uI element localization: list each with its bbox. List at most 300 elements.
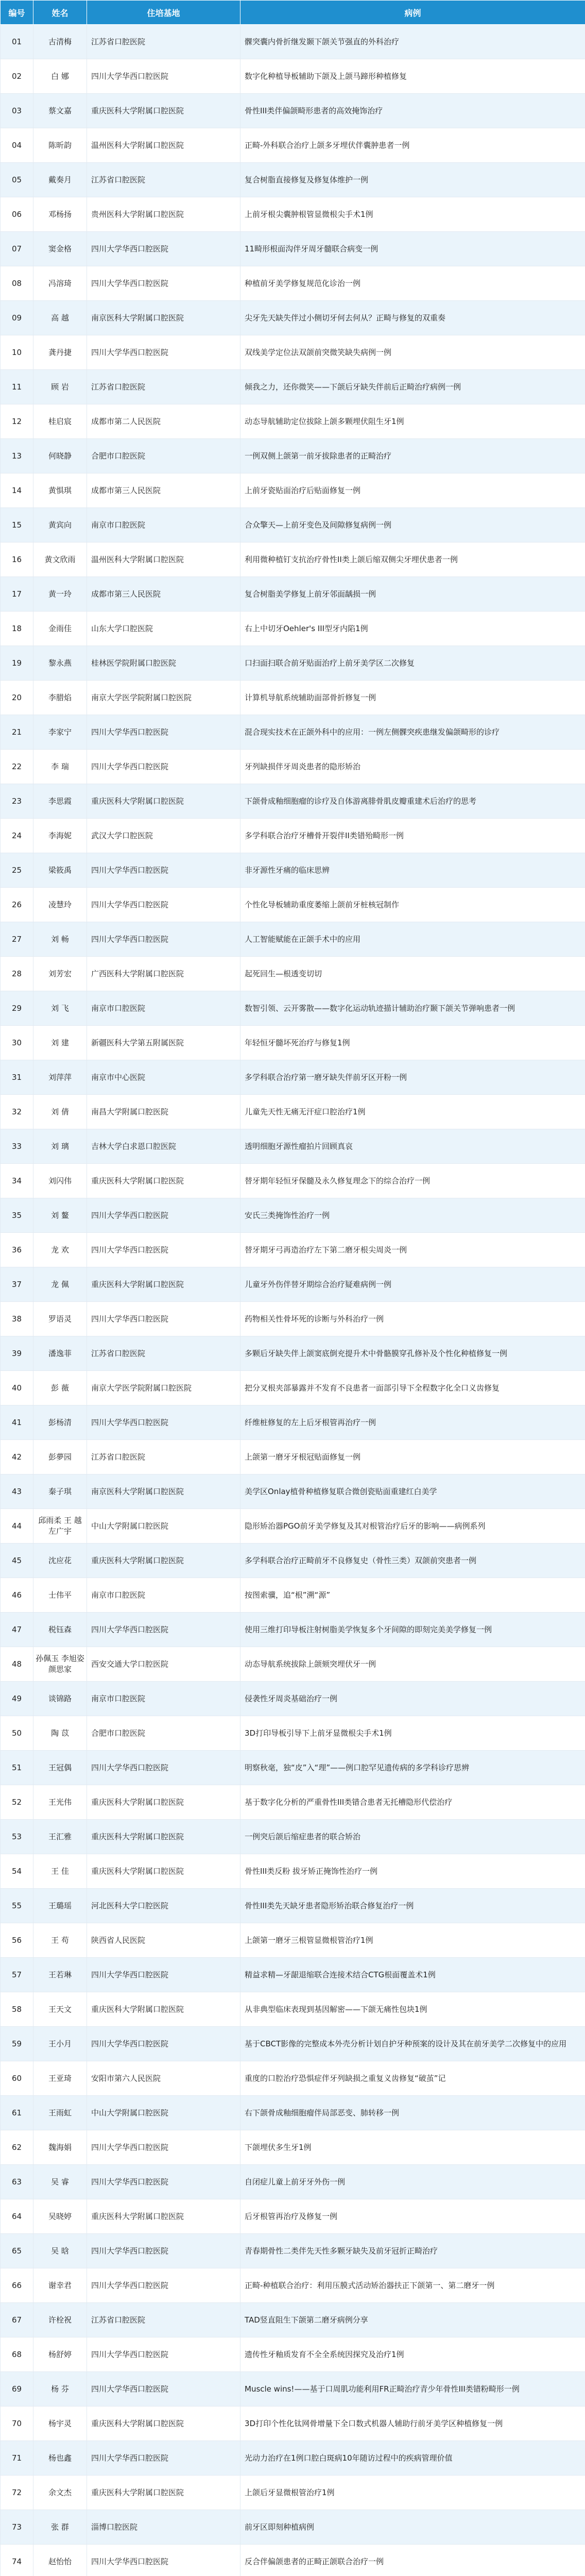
- institution-name: 四川大学华西口腔医院: [87, 1958, 240, 1992]
- participant-name: 黄一玲: [33, 577, 87, 612]
- participant-name: 王小月: [33, 2027, 87, 2061]
- institution-name: 重庆医科大学附属口腔医院: [87, 1164, 240, 1198]
- participant-name: 高 越: [33, 301, 87, 335]
- row-number: 14: [1, 473, 33, 508]
- institution-name: 南京市口腔医院: [87, 508, 240, 543]
- case-title: 动态导航系统拔除上颌颏突埋伏牙一例: [240, 1647, 585, 1682]
- row-number: 73: [1, 2510, 33, 2545]
- table-row: [1, 612, 585, 646]
- participant-name: 刘 鳌: [33, 1198, 87, 1233]
- case-title: 复合树脂美学修复上前牙邻面龋损一例: [240, 577, 585, 612]
- participant-name: 黄文欣雨: [33, 543, 87, 577]
- case-title: 美学区Onlay植骨种植修复联合微创瓷贴面重建红白美学: [240, 1475, 585, 1509]
- row-number: 12: [1, 404, 33, 439]
- institution-name: 四川大学华西口腔医院: [87, 1613, 240, 1647]
- table-row: [1, 1440, 585, 1475]
- row-number: 26: [1, 888, 33, 922]
- case-title: 右下颌骨成釉细胞瘤伴局部恶变、肺转移一例: [240, 2096, 585, 2130]
- table-row: [1, 543, 585, 577]
- institution-name: 重庆医科大学附属口腔医院: [87, 2406, 240, 2441]
- row-number: 62: [1, 2130, 33, 2165]
- case-title: 数字化种植导板辅助下颌及上颌马蹄形种植修复: [240, 59, 585, 94]
- case-title: 骨性III类伴偏颌畸形患者的高效掩饰治疗: [240, 94, 585, 128]
- case-title: 重度的口腔治疗恐惧症伴牙列缺损之重复义齿修复“破茧”记: [240, 2061, 585, 2096]
- row-number: 19: [1, 646, 33, 681]
- participant-name: 杨宇灵: [33, 2406, 87, 2441]
- table-row: [1, 2165, 585, 2199]
- case-title: 起死回生—根透变切切: [240, 957, 585, 991]
- case-title: 下颌骨成釉细胞瘤的诊疗及自体游离腓骨肌皮瓣重建术后治疗的思考: [240, 784, 585, 819]
- participant-name: 顾 岩: [33, 370, 87, 404]
- participant-name: 刘 倩: [33, 1095, 87, 1129]
- participant-name: 彭夢园: [33, 1440, 87, 1475]
- participant-name: 古清梅: [33, 25, 87, 59]
- row-number: 04: [1, 128, 33, 163]
- case-title: 上前牙瓷贴面治疗后贴面修复一例: [240, 473, 585, 508]
- row-number: 50: [1, 1716, 33, 1751]
- case-title: 下颌埋伏多生牙1例: [240, 2130, 585, 2165]
- institution-name: 江苏省口腔医院: [87, 2303, 240, 2337]
- institution-name: 南京市中心医院: [87, 1060, 240, 1095]
- table-row: [1, 404, 585, 439]
- row-number: 11: [1, 370, 33, 404]
- institution-name: 桂林医学院附属口腔医院: [87, 646, 240, 681]
- participant-name: 王亚琦: [33, 2061, 87, 2096]
- participant-name: 李家宁: [33, 715, 87, 750]
- row-number: 41: [1, 1405, 33, 1440]
- institution-name: 四川大学华西口腔医院: [87, 750, 240, 784]
- row-number: 20: [1, 681, 33, 715]
- row-number: 39: [1, 1336, 33, 1371]
- table-row: [1, 370, 585, 404]
- header-name: 姓名: [33, 1, 87, 25]
- institution-name: 四川大学华西口腔医院: [87, 922, 240, 957]
- institution-name: 重庆医科大学附属口腔医院: [87, 1992, 240, 2027]
- case-title: 把分叉根夹部暴露并不发育不良患者一面部引导下全程数字化全口义齿修复: [240, 1371, 585, 1405]
- institution-name: 中山大学附属口腔医院: [87, 2096, 240, 2130]
- row-number: 06: [1, 197, 33, 232]
- participant-name: 戴奏月: [33, 163, 87, 197]
- row-number: 23: [1, 784, 33, 819]
- participant-name: 赵怡怡: [33, 2545, 87, 2576]
- header-number: 编号: [1, 1, 33, 25]
- case-title: 口扫面扫联合前牙贴面治疗上前牙美学区二次修复: [240, 646, 585, 681]
- row-number: 46: [1, 1578, 33, 1613]
- institution-name: 四川大学华西口腔医院: [87, 2027, 240, 2061]
- institution-name: 重庆医科大学附属口腔医院: [87, 1267, 240, 1302]
- table-row: [1, 1336, 585, 1371]
- table-row: [1, 1751, 585, 1785]
- institution-name: 贵州医科大学附属口腔医院: [87, 197, 240, 232]
- row-number: 69: [1, 2372, 33, 2406]
- participant-name: 陈昕韵: [33, 128, 87, 163]
- table-row: [1, 2199, 585, 2234]
- case-title: 11畸形根面沟伴牙周牙髓联合病变一例: [240, 232, 585, 266]
- row-number: 09: [1, 301, 33, 335]
- table-row: [1, 1475, 585, 1509]
- participant-name: 税钰森: [33, 1613, 87, 1647]
- row-number: 68: [1, 2337, 33, 2372]
- participant-name: 邓杨扬: [33, 197, 87, 232]
- row-number: 28: [1, 957, 33, 991]
- table-row: [1, 1923, 585, 1958]
- row-number: 47: [1, 1613, 33, 1647]
- table-row: [1, 94, 585, 128]
- table-row: [1, 750, 585, 784]
- institution-name: 成都市第三人民医院: [87, 577, 240, 612]
- row-number: 44: [1, 1509, 33, 1544]
- row-number: 42: [1, 1440, 33, 1475]
- row-number: 33: [1, 1129, 33, 1164]
- institution-name: 江苏省口腔医院: [87, 1440, 240, 1475]
- institution-name: 四川大学华西口腔医院: [87, 1233, 240, 1267]
- table-row: [1, 1854, 585, 1889]
- institution-name: 淄博口腔医院: [87, 2510, 240, 2545]
- row-number: 51: [1, 1751, 33, 1785]
- table-row: [1, 1233, 585, 1267]
- participant-name: 白 娜: [33, 59, 87, 94]
- institution-name: 重庆医科大学附属口腔医院: [87, 784, 240, 819]
- case-title: 多学科联合治疗牙槽骨开裂伴II类错殆畸形一例: [240, 819, 585, 853]
- participant-name: 刘 飞: [33, 991, 87, 1026]
- institution-name: 吉林大学白求恩口腔医院: [87, 1129, 240, 1164]
- institution-name: 山东大学口腔医院: [87, 612, 240, 646]
- case-title: 一例突后颌后缩症患者的联合矫治: [240, 1820, 585, 1854]
- row-number: 29: [1, 991, 33, 1026]
- participant-name: 李思霞: [33, 784, 87, 819]
- table-row: [1, 1647, 585, 1682]
- case-title: 侵袭性牙周炎基础治疗一例: [240, 1682, 585, 1716]
- table-row: [1, 335, 585, 370]
- participant-name: 罗语灵: [33, 1302, 87, 1336]
- table-row: [1, 1682, 585, 1716]
- table-row: [1, 1820, 585, 1854]
- participant-name: 龙 佩: [33, 1267, 87, 1302]
- institution-name: 四川大学华西口腔医院: [87, 853, 240, 888]
- table-row: [1, 232, 585, 266]
- participant-name: 刘萍萍: [33, 1060, 87, 1095]
- row-number: 67: [1, 2303, 33, 2337]
- table-row: [1, 197, 585, 232]
- row-number: 03: [1, 94, 33, 128]
- participant-name: 王光伟: [33, 1785, 87, 1820]
- participant-name: 刘 建: [33, 1026, 87, 1060]
- institution-name: 温州医科大学附属口腔医院: [87, 128, 240, 163]
- case-title: 隐形矫治器PGO前牙美学修复及其对根管治疗后牙的影响——病例系列: [240, 1509, 585, 1544]
- table-row: [1, 991, 585, 1026]
- participant-name: 黄宾向: [33, 508, 87, 543]
- table-row: [1, 819, 585, 853]
- participant-name: 刘芳宏: [33, 957, 87, 991]
- row-number: 54: [1, 1854, 33, 1889]
- institution-name: 成都市第二人民医院: [87, 404, 240, 439]
- institution-name: 江苏省口腔医院: [87, 25, 240, 59]
- institution-name: 四川大学华西口腔医院: [87, 1198, 240, 1233]
- table-row: [1, 577, 585, 612]
- table-row: [1, 2441, 585, 2476]
- case-title: 从非典型临床表现到基因解密——下颌无痛性包块1例: [240, 1992, 585, 2027]
- participant-name: 黎永燕: [33, 646, 87, 681]
- institution-name: 四川大学华西口腔医院: [87, 266, 240, 301]
- case-title: 儿童先天性无痛无汗症口腔治疗1例: [240, 1095, 585, 1129]
- institution-name: 合肥市口腔医院: [87, 1716, 240, 1751]
- case-title: 替牙期年轻恒牙保髓及永久修复理念下的综合治疗一例: [240, 1164, 585, 1198]
- participant-name: 杨 芬: [33, 2372, 87, 2406]
- participant-name: 王璐瑶: [33, 1889, 87, 1923]
- participant-name: 王若琳: [33, 1958, 87, 1992]
- case-title: 光动力治疗在1例口腔白斑病10年随访过程中的疾病管理价值: [240, 2441, 585, 2476]
- case-title: 骨性III类先天缺牙患者隐形矫治联合修复治疗一例: [240, 1889, 585, 1923]
- row-number: 49: [1, 1682, 33, 1716]
- institution-name: 四川大学华西口腔医院: [87, 2372, 240, 2406]
- participant-name: 吴 睿: [33, 2165, 87, 2199]
- participant-name: 李 瑞: [33, 750, 87, 784]
- institution-name: 南京大学医学院附属口腔医院: [87, 681, 240, 715]
- institution-name: 江苏省口腔医院: [87, 370, 240, 404]
- table-row: [1, 1992, 585, 2027]
- row-number: 15: [1, 508, 33, 543]
- table-header: [1, 1, 585, 25]
- row-number: 52: [1, 1785, 33, 1820]
- case-title: 上颌第一磨牙牙根冠贴面修复一例: [240, 1440, 585, 1475]
- row-number: 02: [1, 59, 33, 94]
- case-title: TAD竖直阻生下颌第二磨牙病例分享: [240, 2303, 585, 2337]
- case-title: 多学科联合治疗正畸前牙不良修复史（骨性三类）双颌前突患者一例: [240, 1544, 585, 1578]
- table-row: [1, 2476, 585, 2510]
- table-row: [1, 1302, 585, 1336]
- row-number: 48: [1, 1647, 33, 1682]
- table-row: [1, 853, 585, 888]
- institution-name: 四川大学华西口腔医院: [87, 59, 240, 94]
- institution-name: 四川大学华西口腔医院: [87, 715, 240, 750]
- table-row: [1, 439, 585, 473]
- table-row: [1, 922, 585, 957]
- table-row: [1, 646, 585, 681]
- participant-name: 窦金格: [33, 232, 87, 266]
- row-number: 08: [1, 266, 33, 301]
- case-title: 牙列缺损伴牙周炎患者的隐形矫治: [240, 750, 585, 784]
- institution-name: 四川大学华西口腔医院: [87, 2130, 240, 2165]
- case-title: 明察秋毫，独“皮”入“理”——例口腔罕见遗传病的多学科诊疗思辨: [240, 1751, 585, 1785]
- table-row: [1, 2303, 585, 2337]
- case-title: 多颗后牙缺失伴上颌窦底倒充提升术中骨骼膜穿孔修补及个性化种植修复一例: [240, 1336, 585, 1371]
- table-row: [1, 2545, 585, 2576]
- table-row: [1, 957, 585, 991]
- participant-name: 冯溶琦: [33, 266, 87, 301]
- participant-name: 余文杰: [33, 2476, 87, 2510]
- case-title: 替牙期牙弓再造治疗左下第二磨牙根尖周炎一例: [240, 1233, 585, 1267]
- row-number: 34: [1, 1164, 33, 1198]
- institution-name: 重庆医科大学附属口腔医院: [87, 2476, 240, 2510]
- table-row: [1, 888, 585, 922]
- table-row: [1, 2337, 585, 2372]
- row-number: 07: [1, 232, 33, 266]
- institution-name: 合肥市口腔医院: [87, 439, 240, 473]
- case-title: 正畸-外科联合治疗上颌多牙埋伏伴囊肿患者一例: [240, 128, 585, 163]
- participant-name: 潘逸菲: [33, 1336, 87, 1371]
- row-number: 22: [1, 750, 33, 784]
- table-row: [1, 59, 585, 94]
- case-title: 3D打印导板引导下上前牙显微根尖手术1例: [240, 1716, 585, 1751]
- row-number: 74: [1, 2545, 33, 2576]
- table-row: [1, 715, 585, 750]
- case-title: 双线美学定位法双颌前突微笑缺失病例一例: [240, 335, 585, 370]
- institution-name: 重庆医科大学附属口腔医院: [87, 1854, 240, 1889]
- institution-name: 四川大学华西口腔医院: [87, 1302, 240, 1336]
- row-number: 57: [1, 1958, 33, 1992]
- case-title: 反合伴偏颌患者的正畸正颌联合治疗一例: [240, 2545, 585, 2576]
- institution-name: 四川大学华西口腔医院: [87, 232, 240, 266]
- row-number: 38: [1, 1302, 33, 1336]
- case-title: 计算机导航系统辅助面部骨折修复一例: [240, 681, 585, 715]
- table-row: [1, 2510, 585, 2545]
- row-number: 70: [1, 2406, 33, 2441]
- row-number: 72: [1, 2476, 33, 2510]
- header-case: 病例: [240, 1, 585, 25]
- table-row: [1, 2027, 585, 2061]
- row-number: 13: [1, 439, 33, 473]
- row-number: 10: [1, 335, 33, 370]
- institution-name: 温州医科大学附属口腔医院: [87, 543, 240, 577]
- row-number: 37: [1, 1267, 33, 1302]
- institution-name: 四川大学华西口腔医院: [87, 1405, 240, 1440]
- row-number: 53: [1, 1820, 33, 1854]
- case-title: 上颌后牙显微根管治疗1例: [240, 2476, 585, 2510]
- table-row: [1, 1060, 585, 1095]
- institution-name: 重庆医科大学附属口腔医院: [87, 1544, 240, 1578]
- participant-name: 彭杨清: [33, 1405, 87, 1440]
- participant-name: 黄惧琪: [33, 473, 87, 508]
- participant-name: 杨舒婷: [33, 2337, 87, 2372]
- case-title: 纤维桩修复的左上后牙根管再治疗一例: [240, 1405, 585, 1440]
- row-number: 16: [1, 543, 33, 577]
- header-row: [1, 1, 585, 25]
- case-title: 精益求精—牙龈退缩联合连接术结合CTG根面覆盖术1例: [240, 1958, 585, 1992]
- table-row: [1, 2061, 585, 2096]
- case-title: 前牙区即刻种植病例: [240, 2510, 585, 2545]
- participant-name: 刘 璃: [33, 1129, 87, 1164]
- institution-name: 中山大学附属口腔医院: [87, 1509, 240, 1544]
- participant-name: 王天文: [33, 1992, 87, 2027]
- participant-name: 李海妮: [33, 819, 87, 853]
- institution-name: 广西医科大学附属口腔医院: [87, 957, 240, 991]
- case-title: 一例双侧上颌第一前牙拔除患者的正畸治疗: [240, 439, 585, 473]
- institution-name: 江苏省口腔医院: [87, 1336, 240, 1371]
- case-title: 后牙根管再治疗及修复一例: [240, 2199, 585, 2234]
- row-number: 21: [1, 715, 33, 750]
- institution-name: 成都市第三人民医院: [87, 473, 240, 508]
- participant-name: 沈应花: [33, 1544, 87, 1578]
- case-title: 骨性III类反粉 拔牙矫正掩饰性治疗一例: [240, 1854, 585, 1889]
- case-title: 右上中切牙Oehler's III型牙内陷1例: [240, 612, 585, 646]
- table-body: [1, 25, 585, 2576]
- institution-name: 西安交通大学口腔医院: [87, 1647, 240, 1682]
- row-number: 27: [1, 922, 33, 957]
- participant-name: 孙佩玉 李旭姿 颜思家: [33, 1647, 87, 1682]
- participant-name: 刘 畅: [33, 922, 87, 957]
- row-number: 63: [1, 2165, 33, 2199]
- table-row: [1, 1716, 585, 1751]
- table-row: [1, 1544, 585, 1578]
- participant-name: 王 苟: [33, 1923, 87, 1958]
- table-row: [1, 2406, 585, 2441]
- participant-name: 龙 欢: [33, 1233, 87, 1267]
- case-title: 混合现实技术在正颌外科中的应用：一例左侧髁突疾患继发偏颌畸形的诊疗: [240, 715, 585, 750]
- case-title: Muscle wins!——基于口周肌功能利用FR正畸治疗青少年骨性III类错粉畸形一例: [240, 2372, 585, 2406]
- participant-name: 许栓祝: [33, 2303, 87, 2337]
- row-number: 59: [1, 2027, 33, 2061]
- institution-name: 南昌大学附属口腔医院: [87, 1095, 240, 1129]
- case-title: 正畸-种植联合治疗：利用压膜式活动矫治器扶正下颌第一、第二磨牙一例: [240, 2268, 585, 2303]
- table-row: [1, 1578, 585, 1613]
- table-row: [1, 1267, 585, 1302]
- table-row: [1, 2268, 585, 2303]
- institution-name: 重庆医科大学附属口腔医院: [87, 94, 240, 128]
- table-row: [1, 2096, 585, 2130]
- case-title: 自闭症儿童上前牙牙外伤一例: [240, 2165, 585, 2199]
- institution-name: 四川大学华西口腔医院: [87, 2165, 240, 2199]
- participant-name: 何晓静: [33, 439, 87, 473]
- row-number: 30: [1, 1026, 33, 1060]
- participant-name: 张 群: [33, 2510, 87, 2545]
- case-title: 非牙源性牙痛的临床思辨: [240, 853, 585, 888]
- participant-name: 彭 薇: [33, 1371, 87, 1405]
- institution-name: 南京市口腔医院: [87, 1682, 240, 1716]
- institution-name: 陕西省人民医院: [87, 1923, 240, 1958]
- table-row: [1, 25, 585, 59]
- participant-name: 吴 晗: [33, 2234, 87, 2268]
- case-title: 动态导航辅助定位拔除上颌多颗埋伏阻生牙1例: [240, 404, 585, 439]
- table-row: [1, 2234, 585, 2268]
- participant-name: 梁筱禹: [33, 853, 87, 888]
- row-number: 36: [1, 1233, 33, 1267]
- case-title: 药物相关性骨坏死的诊断与外科治疗一例: [240, 1302, 585, 1336]
- table-row: [1, 2372, 585, 2406]
- participant-name: 谈锦路: [33, 1682, 87, 1716]
- table-row: [1, 1509, 585, 1544]
- participant-name: 邱雨柔 王 越 左广宇: [33, 1509, 87, 1544]
- row-number: 40: [1, 1371, 33, 1405]
- table-row: [1, 784, 585, 819]
- participant-name: 陶 苡: [33, 1716, 87, 1751]
- table-row: [1, 1164, 585, 1198]
- table-row: [1, 128, 585, 163]
- participant-name: 士伟平: [33, 1578, 87, 1613]
- case-title: 使用三维打印导板注射树脂美学恢复多个牙间隙的即刻完美美学修复一例: [240, 1613, 585, 1647]
- row-number: 17: [1, 577, 33, 612]
- institution-name: 安阳市第六人民医院: [87, 2061, 240, 2096]
- table-row: [1, 1129, 585, 1164]
- row-number: 24: [1, 819, 33, 853]
- case-title: 基于数字化分析的严重骨性III类错合患者无托槽隐形代偿治疗: [240, 1785, 585, 1820]
- case-title: 倾我之力，还你微笑——下颌后牙缺失伴前后正畸治疗病例一例: [240, 370, 585, 404]
- case-title: 髁突囊内骨折继发颞下颌关节强直的外科治疗: [240, 25, 585, 59]
- institution-name: 四川大学华西口腔医院: [87, 335, 240, 370]
- institution-name: 江苏省口腔医院: [87, 163, 240, 197]
- participant-name: 蔡文嘉: [33, 94, 87, 128]
- case-title: 合众擎天—上前牙变色及间隙修复病例一例: [240, 508, 585, 543]
- participant-name: 谢幸君: [33, 2268, 87, 2303]
- case-title: 基于CBCT影像的完整成本外壳分析计划自护牙种预案的设计及其在前牙美学二次修复中的应用: [240, 2027, 585, 2061]
- case-title: 青春期骨性二类伴先天性多颗牙缺失及前牙冠折正畸治疗: [240, 2234, 585, 2268]
- case-title: 儿童牙外伤伴替牙期综合治疗疑难病例一例: [240, 1267, 585, 1302]
- participant-name: 魏海娟: [33, 2130, 87, 2165]
- row-number: 61: [1, 2096, 33, 2130]
- table-row: [1, 266, 585, 301]
- institution-name: 重庆医科大学附属口腔医院: [87, 1820, 240, 1854]
- institution-name: 南京市口腔医院: [87, 991, 240, 1026]
- case-title: 安氏三类掩饰性治疗一例: [240, 1198, 585, 1233]
